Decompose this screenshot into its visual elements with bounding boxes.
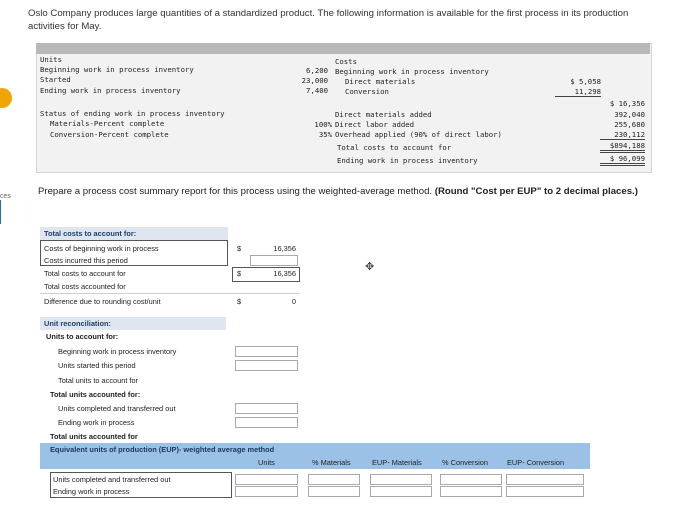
eup-row-1-eup-conversion-input[interactable]: [506, 486, 584, 497]
completed-transferred-label: Units completed and transferred out: [58, 404, 176, 413]
eup-row-0-eup-conversion-input[interactable]: [506, 474, 584, 485]
divider: [40, 293, 300, 294]
eup-row-1-label: Ending work in process: [53, 487, 130, 496]
status-header: Status of ending work in process inventory: [40, 109, 225, 118]
total-costs-value: $894,188: [600, 141, 645, 153]
units-value-2: 7,400: [306, 86, 328, 95]
col-pct-conversion: % Conversion: [442, 458, 489, 467]
eup-row-0-pct-conversion-input[interactable]: [440, 474, 502, 485]
question-main: Prepare a process cost summary report for this process using the weighted-average method.: [38, 186, 433, 197]
started-units-label: Units started this period: [58, 361, 136, 370]
costs-dm-label: Direct materials: [345, 77, 416, 86]
eup-row-0-units-input[interactable]: [235, 474, 298, 485]
eup-row-0-label: Units completed and transferred out: [53, 475, 171, 484]
total-costs-label: Total costs to account for: [44, 269, 126, 278]
completed-transferred-input[interactable]: [235, 403, 298, 414]
status-label-1: Conversion-Percent complete: [50, 130, 169, 139]
data-panel-header-bar: [36, 43, 650, 54]
units-header: Units: [40, 55, 62, 64]
units-value-0: 6,200: [306, 66, 328, 75]
costs-bwip-value: 16,356: [273, 244, 296, 253]
total-units-row: [40, 374, 300, 387]
status-indicator: [0, 88, 12, 108]
costs-added-value-1: 255,680: [614, 120, 645, 129]
eup-row-1-pct-materials-input[interactable]: [308, 486, 360, 497]
costs-period-input[interactable]: [250, 255, 298, 266]
move-cursor-icon: ✥: [365, 261, 375, 273]
eup-header-row: [40, 443, 590, 456]
costs-added-value-2: 230,112: [600, 130, 645, 140]
question-text: [38, 186, 638, 199]
total-costs-label: Total costs to account for: [337, 143, 452, 152]
ending-wip-units-input[interactable]: [235, 417, 298, 428]
units-accounted-label: Total units accounted for:: [50, 390, 141, 399]
total-costs-dollar: $: [237, 269, 242, 278]
rounding-row: [40, 295, 300, 308]
started-units-input[interactable]: [235, 360, 298, 371]
bwip-units-input[interactable]: [235, 346, 298, 357]
costs-bwip-dollar: $: [237, 244, 242, 253]
units-value-1: 23,000: [301, 76, 328, 85]
units-to-account-label: Units to account for:: [46, 332, 119, 341]
units-label-1: Started: [40, 75, 71, 84]
question-rounding-note: (Round "Cost per EUP" to 2 decimal places.): [434, 186, 638, 197]
units-to-account-row: [40, 330, 300, 343]
side-label: ces: [0, 193, 11, 200]
units-accounted-row: [40, 388, 300, 401]
eup-row-1-pct-conversion-input[interactable]: [440, 486, 502, 497]
col-units: Units: [258, 458, 275, 467]
unit-reconciliation-header-row: [40, 317, 226, 330]
side-marker: [0, 200, 1, 224]
costs-bwip-label: Beginning work in process inventory: [335, 67, 489, 76]
status-value-0: 100%: [314, 120, 332, 129]
process-cost-summary-report: [40, 227, 600, 507]
costs-header: Costs: [335, 57, 357, 66]
ending-wip-value: $ 96,099: [600, 154, 645, 166]
costs-added-label-2: Overhead applied (90% of direct labor): [335, 130, 502, 139]
ending-wip-units-label: Ending work in process: [58, 418, 135, 427]
unit-reconciliation-label: Unit reconciliation:: [44, 319, 111, 328]
total-costs-header-row: [40, 227, 228, 240]
costs-period-label: Costs incurred this period: [44, 256, 128, 265]
eup-column-headers: [40, 456, 590, 469]
eup-row-1-units-input[interactable]: [235, 486, 298, 497]
costs-conv-value: 11,298: [555, 87, 601, 97]
costs-added-value-0: 392,040: [614, 110, 645, 119]
status-label-0: Materials-Percent complete: [50, 119, 165, 128]
status-value-1: 35%: [318, 130, 332, 139]
col-eup-conversion: EUP- Conversion: [507, 458, 565, 467]
problem-intro: Oslo Company produces large quantities of a standardized product. The following information is available for the first process in its production activities for May.: [28, 8, 629, 32]
total-costs-value: 16,356: [273, 269, 296, 278]
rounding-dollar: $: [237, 297, 242, 306]
col-pct-materials: % Materials: [312, 458, 351, 467]
total-accounted-label: Total units accounted for: [50, 432, 138, 441]
costs-bwip-label: Costs of beginning work in process: [44, 244, 159, 253]
eup-header-label: Equivalent units of production (EUP)- weighted average method: [50, 445, 275, 454]
costs-added-label-1: Direct labor added: [335, 120, 415, 129]
costs-dm-value: $ 5,058: [570, 77, 601, 86]
bwip-units-label: Beginning work in process inventory: [58, 347, 177, 356]
rounding-value: 0: [291, 297, 296, 306]
costs-conv-label: Conversion: [345, 87, 389, 96]
ending-wip-label: Ending work in process inventory: [337, 156, 478, 165]
total-units-label: Total units to account for: [58, 376, 139, 385]
eup-row-1-eup-materials-input[interactable]: [370, 486, 432, 497]
costs-added-label-0: Direct materials added: [335, 110, 432, 119]
total-costs-header: Total costs to account for:: [44, 229, 137, 238]
col-eup-materials: EUP- Materials: [372, 458, 422, 467]
units-label-2: Ending work in process inventory: [40, 86, 181, 95]
units-label-0: Beginning work in process inventory: [40, 65, 194, 74]
rounding-label: Difference due to rounding cost/unit: [44, 297, 161, 306]
accounted-row: [40, 280, 300, 293]
total-accounted-row: [40, 430, 300, 443]
eup-row-0-pct-materials-input[interactable]: [308, 474, 360, 485]
accounted-label: Total costs accounted for: [44, 282, 126, 291]
bwip-total-value: $ 16,356: [609, 99, 645, 108]
eup-row-0-eup-materials-input[interactable]: [370, 474, 432, 485]
